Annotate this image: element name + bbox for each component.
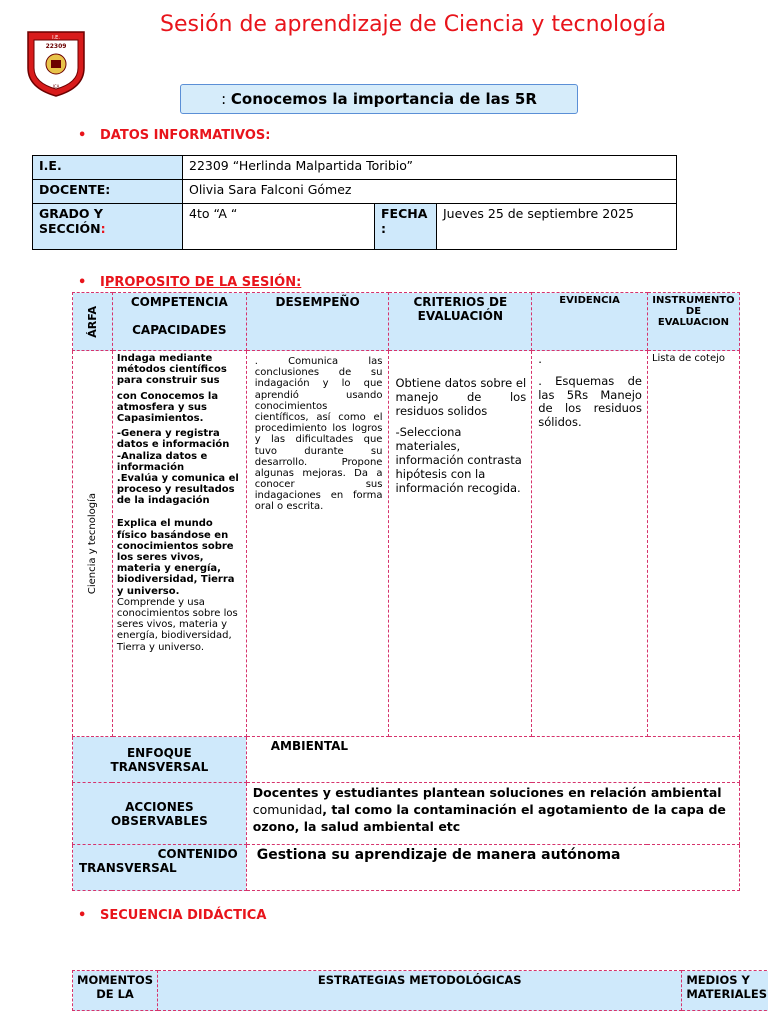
table-row [73,293,740,351]
table-row [33,180,677,204]
session-title-prefix: : [221,90,231,108]
logo-text-bottom: ICA [52,84,60,89]
col-evidencia: EVIDENCIA [532,293,648,351]
fecha-label-line1: FECHA [381,206,428,221]
bullet-icon: • [78,275,87,290]
ie-value: 22309 “Herlinda Malpartida Toribio” [183,156,677,180]
proposito-heading [78,275,301,290]
criterios-cell [389,351,532,737]
grado-label-line2: SECCIÓN [39,221,101,236]
secuencia-heading-text: SECUENCIA DIDÁCTICA [100,908,267,923]
col-criterios: CRITERIOS DE EVALUACIÓN [389,293,532,351]
table-row [73,351,740,737]
ie-label: I.E. [33,156,183,180]
grado-label [33,204,183,250]
secuencia-table [72,970,768,1011]
table-row [33,156,677,180]
fecha-label-line2: : [381,221,386,236]
secuencia-heading [78,908,266,923]
col-medios: MEDIOS Y MATERIALES [682,971,768,1011]
col-area [73,293,113,351]
col-estrategias: ESTRATEGIAS METODOLÓGICAS [158,971,682,1011]
grado-colon: : [100,221,106,236]
evidencia-cell [532,351,648,737]
comp-text-3: -Genera y registra datos e información [116,428,230,451]
grado-label-line1: GRADO Y [39,206,103,221]
fecha-label [375,204,437,250]
area-value: Ciencia y tecnología [86,492,98,595]
desempeno-cell: . Comunica las conclusiones de su indagación y lo que aprendió usando conocimientos científicos, así como el procedimiento los logros y las dificultades que tuvo durante su desarrollo. Propone algunas mejoras. Da a conocer sus indagaciones en forma oral o escrita. [246,351,389,737]
area-cell [73,351,113,737]
fecha-value: Jueves 25 de septiembre 2025 [437,204,677,250]
proposito-heading-prefix: I [100,275,105,290]
instrumento-cell: Lista de cotejo [647,351,739,737]
evidencia-1: . [538,352,542,366]
datos-heading [78,128,270,143]
acciones-value-b: comunidad [252,801,323,817]
bullet-icon: • [78,908,87,923]
acciones-value [246,783,739,845]
docente-label: DOCENTE: [33,180,183,204]
col-competencia [112,293,246,351]
contenido-label-line2: TRANSVERSAL [79,861,177,875]
logo-text-num: 22309 [45,43,67,50]
acciones-value-a: Docentes y estudiantes plantean soluciones en relación ambiental [252,785,722,800]
contenido-label-line1: CONTENIDO [157,847,238,861]
datos-table [32,155,677,250]
page-title: Sesión de aprendizaje de Ciencia y tecnología [160,12,667,37]
comp-text-7: Comprende y usa conocimientos sobre los seres vivos, materia y energía, biodiversidad, Tierra y universo. [116,596,238,653]
comp-text-1: Indaga mediante métodos científicos para construir sus [116,353,227,387]
enfoque-value: AMBIENTAL [246,737,739,783]
docente-value: Olivia Sara Falconi Gómez [183,180,677,204]
table-row [33,204,677,250]
comp-text-4: -Analiza datos e información [116,450,208,473]
contenido-label [73,845,247,891]
proposito-table [72,292,740,891]
comp-text-6: Explica el mundo físico basándose en conocimientos sobre los seres vivos, materia y energía, biodiversidad, Tierra y universo. [116,518,235,597]
proposito-heading-text: PROPOSITO DE LA SESIÓN: [104,275,302,290]
criterio-1: Obtiene datos sobre el manejo de los residuos solidos [395,376,527,418]
table-row [73,971,768,1011]
contenido-value: Gestiona su aprendizaje de manera autónoma [246,845,739,891]
competencia-cell [112,351,246,737]
bullet-icon: • [78,128,87,143]
col-momento: MOMENTOS DE LA [73,971,158,1011]
enfoque-label: ENFOQUE TRANSVERSAL [73,737,247,783]
evidencia-2: . Esquemas de las 5Rs Manejo de los residuos sólidos. [538,373,642,430]
grado-value: 4to “A “ [183,204,375,250]
col-instrumento: INSTRUMENTO DE EVALUACION [647,293,739,351]
datos-heading-text: DATOS INFORMATIVOS: [100,128,271,143]
comp-text-2: con Conocemos la atmosfera y sus Capasimientos. [116,390,219,424]
col-desempeno: DESEMPEÑO [246,293,389,351]
session-title: Conocemos la importancia de las 5R [230,90,537,108]
table-row [73,737,740,783]
acciones-value-c: , tal como la contaminación el agotamiento de la capa de ozono, la salud ambiental etc [252,801,726,834]
col-capacidades-text: CAPACIDADES [132,323,227,337]
school-shield-logo [24,28,88,98]
comp-text-5: .Evalúa y comunica el proceso y resultados de la indagación [116,472,239,507]
session-title-box [180,84,578,114]
acciones-label: ACCIONES OBSERVABLES [73,783,247,845]
criterio-2: -Selecciona materiales, información contrasta hipótesis con la información recogida. [395,425,522,495]
col-competencia-text: COMPETENCIA [130,295,228,309]
table-row [73,845,740,891]
col-area-text: ÁRFA [85,305,99,338]
logo-text-top: I.E. [52,35,60,41]
table-row [73,783,740,845]
